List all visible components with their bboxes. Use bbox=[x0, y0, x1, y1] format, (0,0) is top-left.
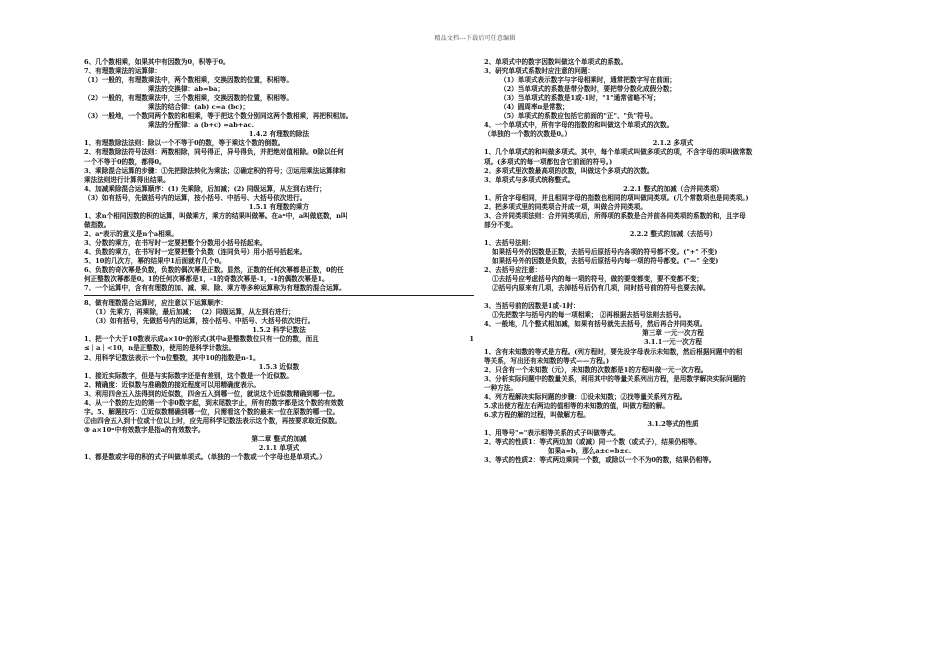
right-text-line: 5.求出使方程左右两边的值相等的未知数的值，叫做方程的解。 bbox=[484, 401, 669, 410]
left-text-line: 1.4.2 有理数的除法 bbox=[248, 130, 310, 139]
left-text-line: 2、有理数除法符号法则：两数相除，同号得正，异号得负，并把绝对值相除。0除以任何 bbox=[84, 148, 344, 157]
right-text-line: 2.2.2 整式的加减（去括号） bbox=[629, 229, 717, 238]
left-text-line: 6、负数的奇次幂是负数，负数的偶次幂是正数。显然，正数的任何次幂都是正数，0的任 bbox=[84, 266, 344, 275]
right-text-line: 1、去括号法则： bbox=[484, 238, 535, 247]
right-text-line: 3.1.1一元一次方程 bbox=[644, 338, 702, 347]
left-column bbox=[84, 58, 474, 462]
right-text-line: 3、单项式与多项式统称整式。 bbox=[484, 175, 575, 184]
right-text-line: 3、研究单项式系数时应注意的问题： bbox=[484, 67, 595, 76]
left-text-line: 3、利用四舍五入法得到的近似数，四舍五入到哪一位，就说这个近似数精确到哪一位。 bbox=[84, 389, 340, 398]
left-text-line bbox=[84, 335, 474, 344]
right-text-line: 4、一个单项式中，所有字母的指数的和叫做这个单项式的次数。 bbox=[484, 121, 674, 130]
left-text-line: 何正整数次幂都是0。1的任何次幂都是1，-1的奇数次幂是-1，-1的偶数次幂是1。 bbox=[84, 275, 329, 284]
left-text-line: 乘法法则进行计算得出结果。 bbox=[84, 175, 170, 184]
left-text-line: 7、一个运算中，含有有理数的加、减、乘、除、乘方等多种运算称为有理数的混合运算。 bbox=[84, 284, 346, 293]
right-text-line: 6.求方程的解的过程，叫做解方程。 bbox=[484, 410, 590, 419]
left-text-line: 1.5.2 科学记数法 bbox=[252, 326, 306, 335]
left-text-line: 乘法的结合律：(ab) c=a (bc)； bbox=[148, 103, 250, 112]
right-text-line: （5）单项式的系数应包括它前面的"正"、"负"符号。 bbox=[500, 112, 657, 121]
left-text-line: 3、乘除混合运算的步骤：①先把除法转化为乘法；②确定积的符号；③运用乘法运算律和 bbox=[84, 166, 346, 175]
left-text-line: 字。5、解题技巧：①近似数精确到哪一位，只需看这个数的最末一位在原数的哪一位。 bbox=[84, 407, 340, 416]
left-text-line: 2.1.1 单项式 bbox=[258, 443, 300, 452]
right-text-line: 3、分析实际问题中的数量关系，利用其中的等量关系列出方程，是用数学解决实际问题的 bbox=[484, 374, 746, 383]
right-text-line: 1、用等号"="表示相等关系的式子叫做等式。 bbox=[484, 428, 620, 437]
left-text-line: 1、求n个相同因数的积的运算，叫做乘方，乘方的结果叫做幂。在aⁿ中，a叫做底数，n叫 bbox=[84, 211, 348, 220]
right-text-line: （1）单项式表示数字与字母相乘时，通常把数字写在前面； bbox=[500, 76, 677, 85]
right-text-line: （单独的一个数的次数是0。） bbox=[484, 130, 572, 139]
left-text-line: 6、几个数相乘，如果其中有因数为0，积等于0。 bbox=[84, 58, 230, 66]
left-text-line: 7、有理数乘法的运算律： bbox=[84, 67, 162, 76]
right-text-line: 部分不变。 bbox=[484, 220, 517, 229]
left-text-line: ②由四舍五入到十位或十位以上时，应先用科学记数法表示这个数，再按要求取近似数。 bbox=[84, 416, 342, 425]
right-text-line: （2）当单项式的系数是带分数时，要把带分数化成假分数； bbox=[500, 85, 677, 94]
right-text-line: 3、等式的性质2：等式两边乘同一个数，或除以一个不为0的数，结果仍相等。 bbox=[484, 456, 716, 465]
right-text-line: 3、当括号前的因数是1或-1时： bbox=[484, 302, 580, 311]
right-text-line: 一种方法。 bbox=[484, 383, 517, 392]
left-text-line: 做指数。 bbox=[84, 220, 111, 229]
left-text-line: （1）一般的，有理数乘法中，两个数相乘，交换因数的位置，积相等。 bbox=[84, 76, 293, 85]
right-text-line: 1、几个单项式的和叫做多项式。其中，每个单项式叫做多项式的项，不含字母的项叫做常数 bbox=[484, 148, 753, 157]
right-text-line: 4、列方程解决实际问题的步骤：①设未知数；②找等量关系列方程。 bbox=[484, 392, 687, 401]
right-text-line: 2.1.2 多项式 bbox=[652, 139, 694, 148]
section-divider bbox=[84, 295, 474, 296]
right-text-line: 2、单项式中的数字因数叫做这个单项式的系数。 bbox=[484, 58, 628, 66]
left-text-line: 3、分数的乘方，在书写时一定要把整个分数用小括号括起来。 bbox=[84, 238, 267, 247]
right-text-line: ②括号内原来有几项，去掉括号后仍有几项，同时括号前的符号也要去掉。 bbox=[492, 284, 710, 293]
right-text-line: 如果括号外的因数是正数，去括号后原括号内各项的符号都不变。("+" 不变) bbox=[492, 247, 718, 256]
right-column bbox=[484, 58, 862, 465]
left-text-line: （2）一般的，有理数乘法中，三个数相乘，交换因数的位置，积相等。 bbox=[84, 94, 293, 103]
left-text-line: 1、接近实际数字，但是与实际数字还是有差别，这个数是一个近似数。 bbox=[84, 371, 293, 380]
left-text-line: 一个不等于0的数，都得0。 bbox=[84, 157, 166, 166]
right-text-line: 3.1.2等式的性质 bbox=[647, 419, 699, 428]
right-text-line: 等关系，写出还有未知数的等式——方程。) bbox=[484, 356, 610, 365]
left-text-line: 5、10的几次方，幂的结果中1后面就有几个0。 bbox=[84, 257, 226, 266]
right-text-line bbox=[484, 293, 862, 302]
left-text-line: （3）如有括号，先做括号内的运算，按小括号、中括号、大括号依次进行。 bbox=[92, 317, 315, 326]
left-text-line: 4、加减乘除混合运算顺序：(1) 先乘除，后加减；(2) 同级运算，从左到右进行； bbox=[84, 184, 326, 193]
right-text-line: 4、一般地，几个整式相加减，如果有括号就先去括号，然后再合并同类项。 bbox=[484, 320, 707, 329]
right-text-line: 如果a=b，那么a±c=b±c. bbox=[548, 447, 632, 456]
left-text-line: ③ a×10ⁿ中有效数字是指a的有效数字。 bbox=[84, 425, 205, 434]
right-text-line: 2、等式的性质1：等式两边加（或减）同一个数（或式子），结果仍相等。 bbox=[484, 437, 701, 446]
right-text-line: ①去括号应考虑括号内的每一项的符号，做的要变都变，要不变都不变； bbox=[492, 275, 703, 284]
right-text-line: （4）圆周率π是常数； bbox=[500, 103, 569, 112]
left-text-line: 1、都是数或字母的积的式子叫做单项式。（单独的一个数或一个字母也是单项式。） bbox=[84, 453, 326, 462]
left-text-line: 乘法的分配律：a (b+c) =ab+ac. bbox=[148, 121, 254, 130]
right-text-line: 2、去括号应注意： bbox=[484, 266, 542, 275]
left-text-line: 2、精确度：近似数与准确数的接近程度可以用精确度表示。 bbox=[84, 380, 261, 389]
right-text-line: 2.2.1 整式的加减（合并同类项） bbox=[623, 184, 723, 193]
right-text-line: 项。(多项式的每一项都包含它前面的符号。) bbox=[484, 157, 613, 166]
right-text-line: （3）当单项式的系数是1或-1时，"1"通常省略不写； bbox=[500, 94, 660, 103]
left-text-line: 第二章 整式的加减 bbox=[251, 434, 307, 443]
left-text-line: 乘法的交换律：ab=ba； bbox=[148, 85, 225, 94]
right-text-line: ①先把数字与括号内的每一项相乘； ②再根据去括号法则去括号。 bbox=[492, 311, 686, 320]
left-text-line: 1.5.1 有理数的乘方 bbox=[248, 202, 310, 211]
right-text-line: 2、只含有一个未知数（元），未知数的次数都是1的方程叫做一元一次方程。 bbox=[484, 365, 708, 374]
right-text-line: 2、多项式里次数最高项的次数，叫做这个多项式的次数。 bbox=[484, 166, 654, 175]
left-text-line: 2、aⁿ表示的意义是n个a相乘。 bbox=[84, 229, 178, 238]
line-text: 1、把一个大于10数表示成a×10ⁿ的形式(其中a是整数数位只有一位的数，而且 bbox=[84, 335, 319, 344]
left-text-line: （3）如有括号，先做括号内的运算，按小括号、中括号、大括号依次进行。 bbox=[84, 193, 307, 202]
page-header: 精品文档---下载后可任意编辑 bbox=[434, 35, 516, 42]
left-text-line: 1、有理数除法法则：除以一个不等于0的数，等于乘这个数的倒数。 bbox=[84, 139, 285, 148]
left-text-line: 4、负数的乘方，在书写时一定要把整个负数（连同负号）用小括号括起来。 bbox=[84, 247, 307, 256]
right-text-line: 2、把多项式里的同类项合并成一项，叫做合并同类项。 bbox=[484, 202, 647, 211]
right-text-line: 1、含有未知数的等式是方程。(列方程时，要先设字母表示未知数，然后根据问题中的相 bbox=[484, 347, 743, 356]
right-text-line: 第三章 一元一次方程 bbox=[642, 329, 704, 338]
right-text-line: 如果括号外的因数是负数，去括号后原括号内每一项的符号都变。("—" 全变) bbox=[492, 257, 719, 266]
left-text-line: 1.5.3 近似数 bbox=[258, 362, 300, 371]
left-text-line: （1）先乘方，再乘除，最后加减； （2）同级运算，从左到右进行； bbox=[92, 308, 295, 317]
left-text-line: ≤｜a｜<10，n是正整数)，使用的是科学计数法。 bbox=[84, 344, 236, 353]
right-text-line: 1、所含字母相同，并且相同字母的指数也相同的项叫做同类项。(几个常数项也是同类项。) bbox=[484, 193, 749, 202]
left-text-line: 4、从一个数的左边的第一个非0数字起，到末尾数字止，所有的数字都是这个数的有效数 bbox=[84, 398, 344, 407]
left-text-line: 8、做有理数混合运算时，应注意以下运算顺序： bbox=[84, 299, 228, 308]
left-text-line: 2、用科学记数法表示一个n位整数，其中10的指数是n-1。 bbox=[84, 353, 260, 362]
left-text-line: （3）一般地，一个数同两个数的和相乘，等于把这个数分别同这两个数相乘，再把积相加。 bbox=[84, 112, 353, 121]
line-trailing-number: 1 bbox=[469, 335, 474, 344]
right-text-line: 3、合并同类项法则：合并同类项后，所得项的系数是合并前各同类项的系数的和，且字母 bbox=[484, 211, 746, 220]
